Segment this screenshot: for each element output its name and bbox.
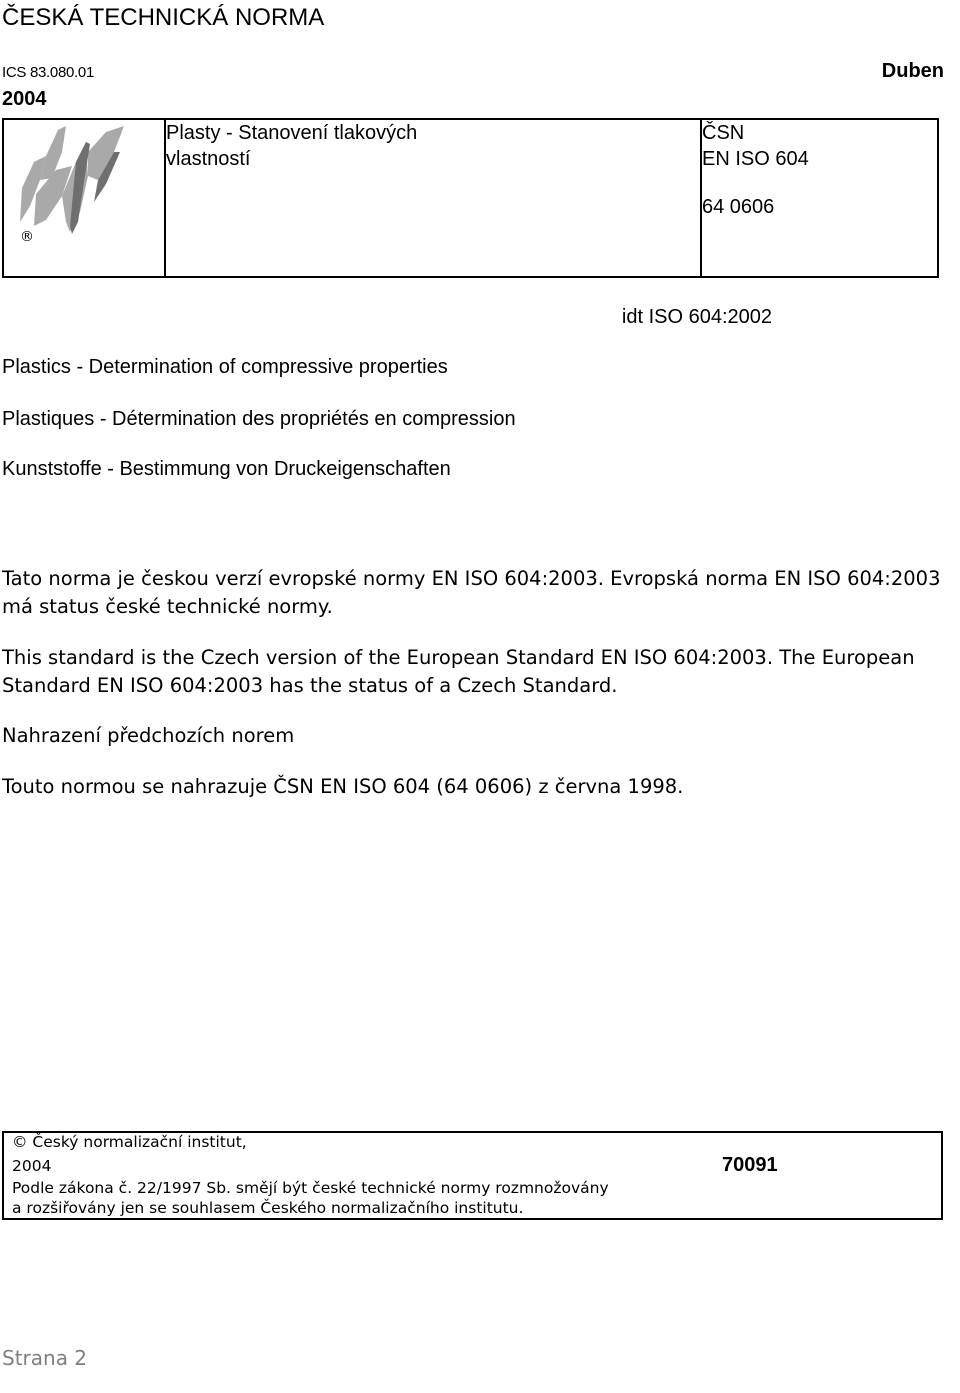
german-title: Kunststoffe - Bestimmung von Druckeigenschaften [2,458,451,480]
order-number: 70091 [722,1154,778,1176]
czech-title-line: vlastností [166,148,251,170]
issue-year: 2004 [2,88,47,110]
czech-title-line: Plasty - Stanovení tlakových [166,122,418,144]
law-notice-line: a rozšiřovány jen se souhlasem Českého normalizačního institutu. [12,1199,524,1217]
csn-designation [702,120,809,172]
czech-status-paragraph: Tato norma je českou verzí evropské normy EN ISO 604:2003. Evropská norma EN ISO 604:2003 má status české technické normy. [2,567,941,618]
standard-header-box [2,118,939,278]
replacement-paragraph: Touto normou se nahrazuje ČSN EN ISO 604 (64 0606) z června 1998. [2,775,684,798]
czech-title [166,120,417,172]
replacement-heading: Nahrazení předchozích norem [2,724,295,747]
copyright-box [2,1131,943,1220]
page-number: Strana 2 [2,1346,88,1370]
copyright-year: 2004 [12,1157,52,1175]
identity-note: idt ISO 604:2002 [621,306,772,328]
csn-label: ČSN [702,122,745,144]
law-notice-line: Podle zákona č. 22/1997 Sb. smějí být české technické normy rozmnožovány [12,1179,609,1197]
ics-code: ICS 83.080.01 [2,64,95,81]
classification-number: 64 0606 [702,196,775,218]
document-title: ČESKÁ TECHNICKÁ NORMA [2,4,325,31]
english-title: Plastics - Determination of compressive properties [2,356,448,378]
csni-logo-icon [6,122,156,253]
registered-mark: ® [20,229,34,245]
issue-month: Duben [881,60,944,82]
standard-number: EN ISO 604 [702,148,809,170]
english-status-paragraph: This standard is the Czech version of the European Standard EN ISO 604:2003. The European Standard EN ISO 604:2003 has the status of a Czech Standard. [2,646,915,697]
copyright-line: © Český normalizační institut, [12,1133,247,1151]
french-title: Plastiques - Détermination des propriétés en compression [2,408,516,430]
